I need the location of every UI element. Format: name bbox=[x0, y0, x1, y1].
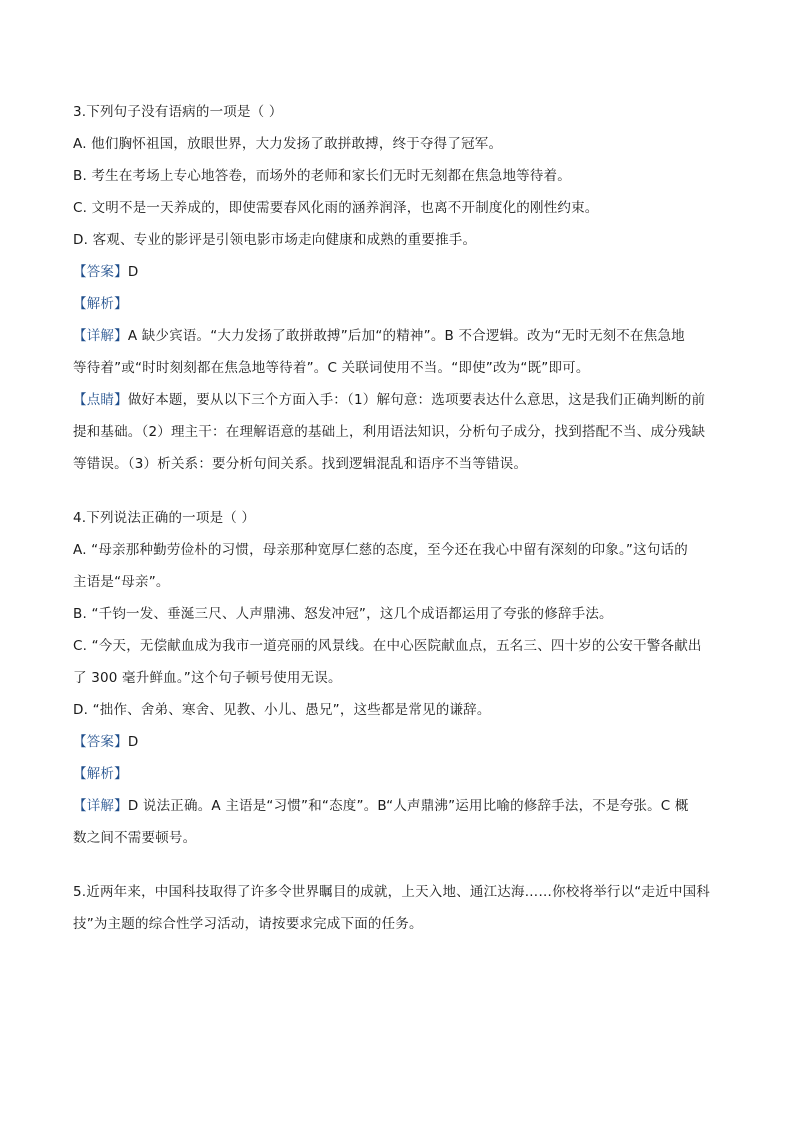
question-3-option-a: A. 他们胸怀祖国，放眼世界，大力发扬了敢拼敢搏，终于夺得了冠军。 bbox=[73, 136, 503, 152]
question-4-option-d: D. “拙作、舍弟、寒舍、见教、小儿、愚兄”，这些都是常见的谦辞。 bbox=[73, 702, 491, 718]
question-3-comment-line-3: 等错误。（3）析关系：要分析句间关系。找到逻辑混乱和语序不当等错误。 bbox=[73, 456, 528, 472]
question-3-stem: 3.下列句子没有语病的一项是（ ） bbox=[73, 104, 283, 120]
document-page bbox=[73, 96, 723, 940]
question-5-stem-line-1: 5.近两年来，中国科技取得了许多令世界瞩目的成就，上天入地、通江达海……你校将举行以“走近中国科 bbox=[73, 884, 710, 900]
question-4-option-a: A. “母亲那种勤劳俭朴的习惯，母亲那种宽厚仁慈的态度，至今还在我心中留有深刻的印象。”这句话的 bbox=[73, 542, 688, 558]
question-3-answer bbox=[73, 256, 723, 288]
question-4-answer bbox=[73, 726, 723, 758]
question-3-option-b: B. 考生在考场上专心地答卷，而场外的老师和家长们无时无刻都在焦急地等待着。 bbox=[73, 168, 571, 184]
question-3-option-d: D. 客观、专业的影评是引领电影市场走向健康和成熟的重要推手。 bbox=[73, 232, 477, 248]
detail-text: D 说法正确。A 主语是“习惯”和“态度”。B“人声鼎沸”运用比喻的修辞手法，不是夸张。C 概 bbox=[127, 798, 689, 814]
comment-tag: 【点睛】 bbox=[73, 392, 128, 408]
comment-text: 做好本题，要从以下三个方面入手：（1）解句意：选项要表达什么意思，这是我们正确判断的前 bbox=[127, 392, 706, 408]
question-4-option-a-cont: 主语是“母亲”。 bbox=[73, 574, 170, 590]
question-3-comment-line-2: 提和基础。（2）理主干：在理解语意的基础上，利用语法知识，分析句子成分，找到搭配不当、成分残缺 bbox=[73, 424, 706, 440]
analysis-tag: 【解析】 bbox=[73, 766, 128, 782]
question-3 bbox=[73, 96, 723, 480]
answer-value: D bbox=[127, 734, 139, 750]
answer-tag: 【答案】 bbox=[73, 264, 128, 280]
analysis-tag: 【解析】 bbox=[73, 296, 128, 312]
question-3-detail-line-1 bbox=[73, 320, 723, 352]
question-4-option-b: B. “千钧一发、垂涎三尺、人声鼎沸、怒发冲冠”，这几个成语都运用了夸张的修辞手法。 bbox=[73, 606, 613, 622]
question-4 bbox=[73, 502, 723, 854]
detail-text: A 缺少宾语。“大力发扬了敢拼敢搏”后加“的精神”。B 不合逻辑。改为“无时无刻不在焦急地 bbox=[127, 328, 685, 344]
question-4-analysis bbox=[73, 758, 723, 790]
question-4-option-c: C. “今天，无偿献血成为我市一道亮丽的风景线。在中心医院献血点，五名三、四十岁的公安干警各献出 bbox=[73, 638, 702, 654]
question-5-stem-line-2: 技”为主题的综合性学习活动，请按要求完成下面的任务。 bbox=[73, 916, 423, 932]
answer-value: D bbox=[127, 264, 139, 280]
question-5 bbox=[73, 876, 723, 940]
detail-tag: 【详解】 bbox=[73, 328, 128, 344]
question-4-stem: 4.下列说法正确的一项是（ ） bbox=[73, 510, 256, 526]
question-4-detail-line-2: 数之间不需要顿号。 bbox=[73, 830, 197, 846]
question-4-option-c-cont: 了 300 毫升鲜血。”这个句子顿号使用无误。 bbox=[73, 670, 342, 686]
question-4-detail-line-1 bbox=[73, 790, 723, 822]
detail-tag: 【详解】 bbox=[73, 798, 128, 814]
question-3-detail-line-2: 等待着”或“时时刻刻都在焦急地等待着”。C 关联词使用不当。“即使”改为“既”即可。 bbox=[73, 360, 590, 376]
question-3-comment-line-1 bbox=[73, 384, 723, 416]
answer-tag: 【答案】 bbox=[73, 734, 128, 750]
question-3-option-c: C. 文明不是一天养成的，即使需要春风化雨的涵养润泽，也离不开制度化的刚性约束。 bbox=[73, 200, 599, 216]
question-3-analysis bbox=[73, 288, 723, 320]
